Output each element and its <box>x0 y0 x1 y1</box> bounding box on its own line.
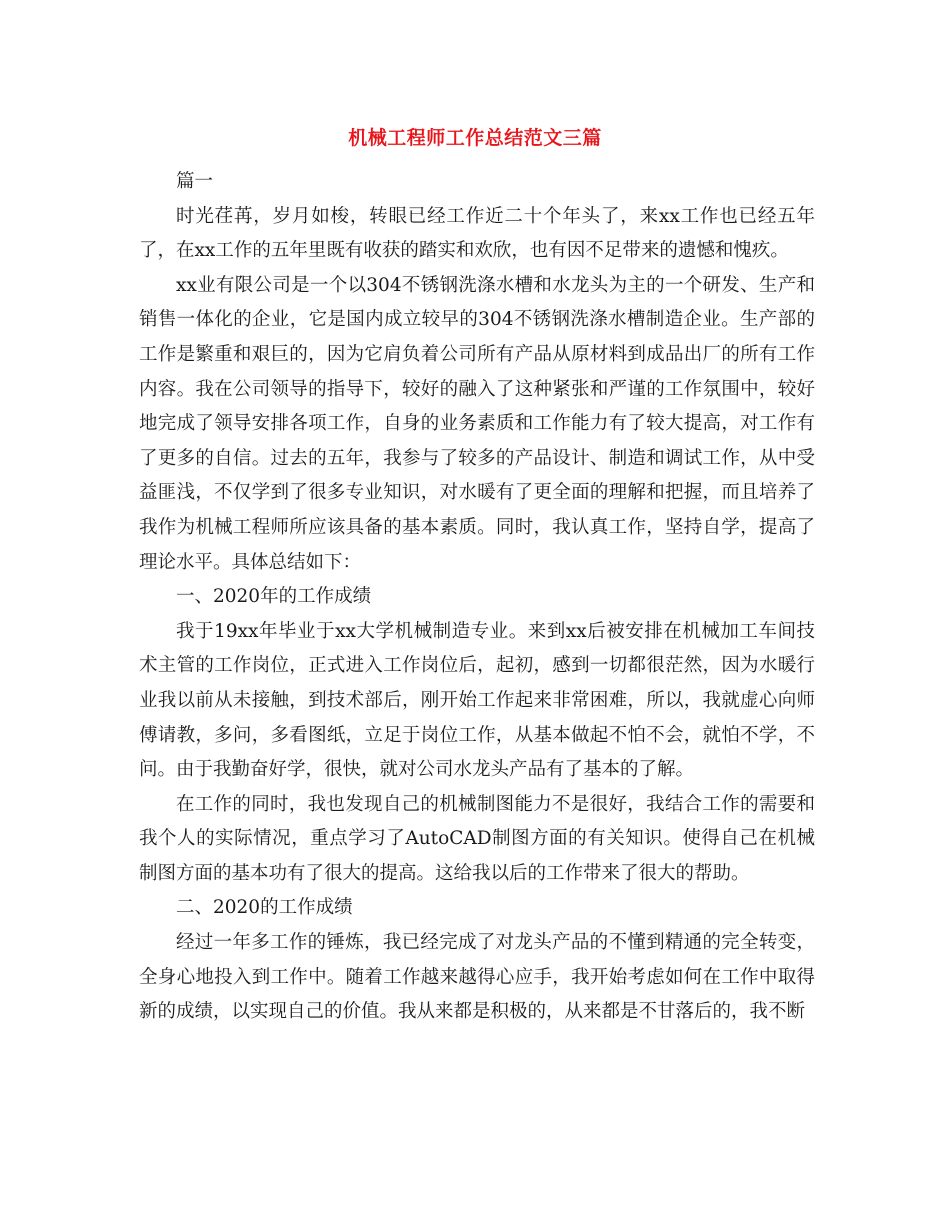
body-paragraph: 我于19xx年毕业于xx大学机械制造专业。来到xx后被安排在机械加工车间技术主管的工作岗位，正式进入工作岗位后，起初，感到一切都很茫然，因为水暖行业我以前从未接触，到技术部后，刚开始工作起来非常困难，所以，我就虚心向师傅请教，多问，多看图纸，立足于岗位工作，从基本做起不怕不会，就怕不学，不问。由于我勤奋好学，很快，就对公司水龙头产品有了基本的了解。 <box>139 620 815 781</box>
section-heading: 一、2020年的工作成绩 <box>176 586 372 608</box>
document-title: 机械工程师工作总结范文三篇 <box>348 127 602 149</box>
body-paragraph: xx业有限公司是一个以304不锈钢洗涤水槽和水龙头为主的一个研发、生产和销售一体化的企业，它是国内成立较早的304不锈钢洗涤水槽制造企业。生产部的工作是繁重和艰巨的，因为它肩负着公司所有产品从原材料到成品出厂的所有工作内容。我在公司领导的指导下，较好的融入了这种紧张和严谨的工作氛围中，较好地完成了领导安排各项工作，自身的业务素质和工作能力有了较大提高，对工作有了更多的自信。过去的五年，我参与了较多的产品设计、制造和调试工作，从中受益匪浅，不仅学到了很多专业知识，对水暖有了更全面的理解和把握，而且培养了我作为机械工程师所应该具备的基本素质。同时，我认真工作，坚持自学，提高了理论水平。具体总结如下： <box>139 274 815 573</box>
body-paragraph: 在工作的同时，我也发现自己的机械制图能力不是很好，我结合工作的需要和我个人的实际情况，重点学习了AutoCAD制图方面的有关知识。使得自己在机械制图方面的基本功有了很大的提高。这给我以后的工作带来了很大的帮助。 <box>139 793 815 884</box>
body-paragraph: 时光荏苒，岁月如梭，转眼已经工作近二十个年头了，来xx工作也已经五年了，在xx工作的五年里既有收获的踏实和欢欣，也有因不足带来的遗憾和愧疚。 <box>139 205 815 262</box>
section-heading-part-one: 篇一 <box>176 171 214 192</box>
document-body <box>139 165 815 1030</box>
body-paragraph: 经过一年多工作的锤炼，我已经完成了对龙头产品的不懂到精通的完全转变，全身心地投入到工作中。随着工作越来越得心应手，我开始考虑如何在工作中取得新的成绩，以实现自己的价值。我从来都是积极的，从来都是不甘落后的，我不断 <box>139 932 815 1023</box>
section-heading: 二、2020的工作成绩 <box>176 897 353 919</box>
